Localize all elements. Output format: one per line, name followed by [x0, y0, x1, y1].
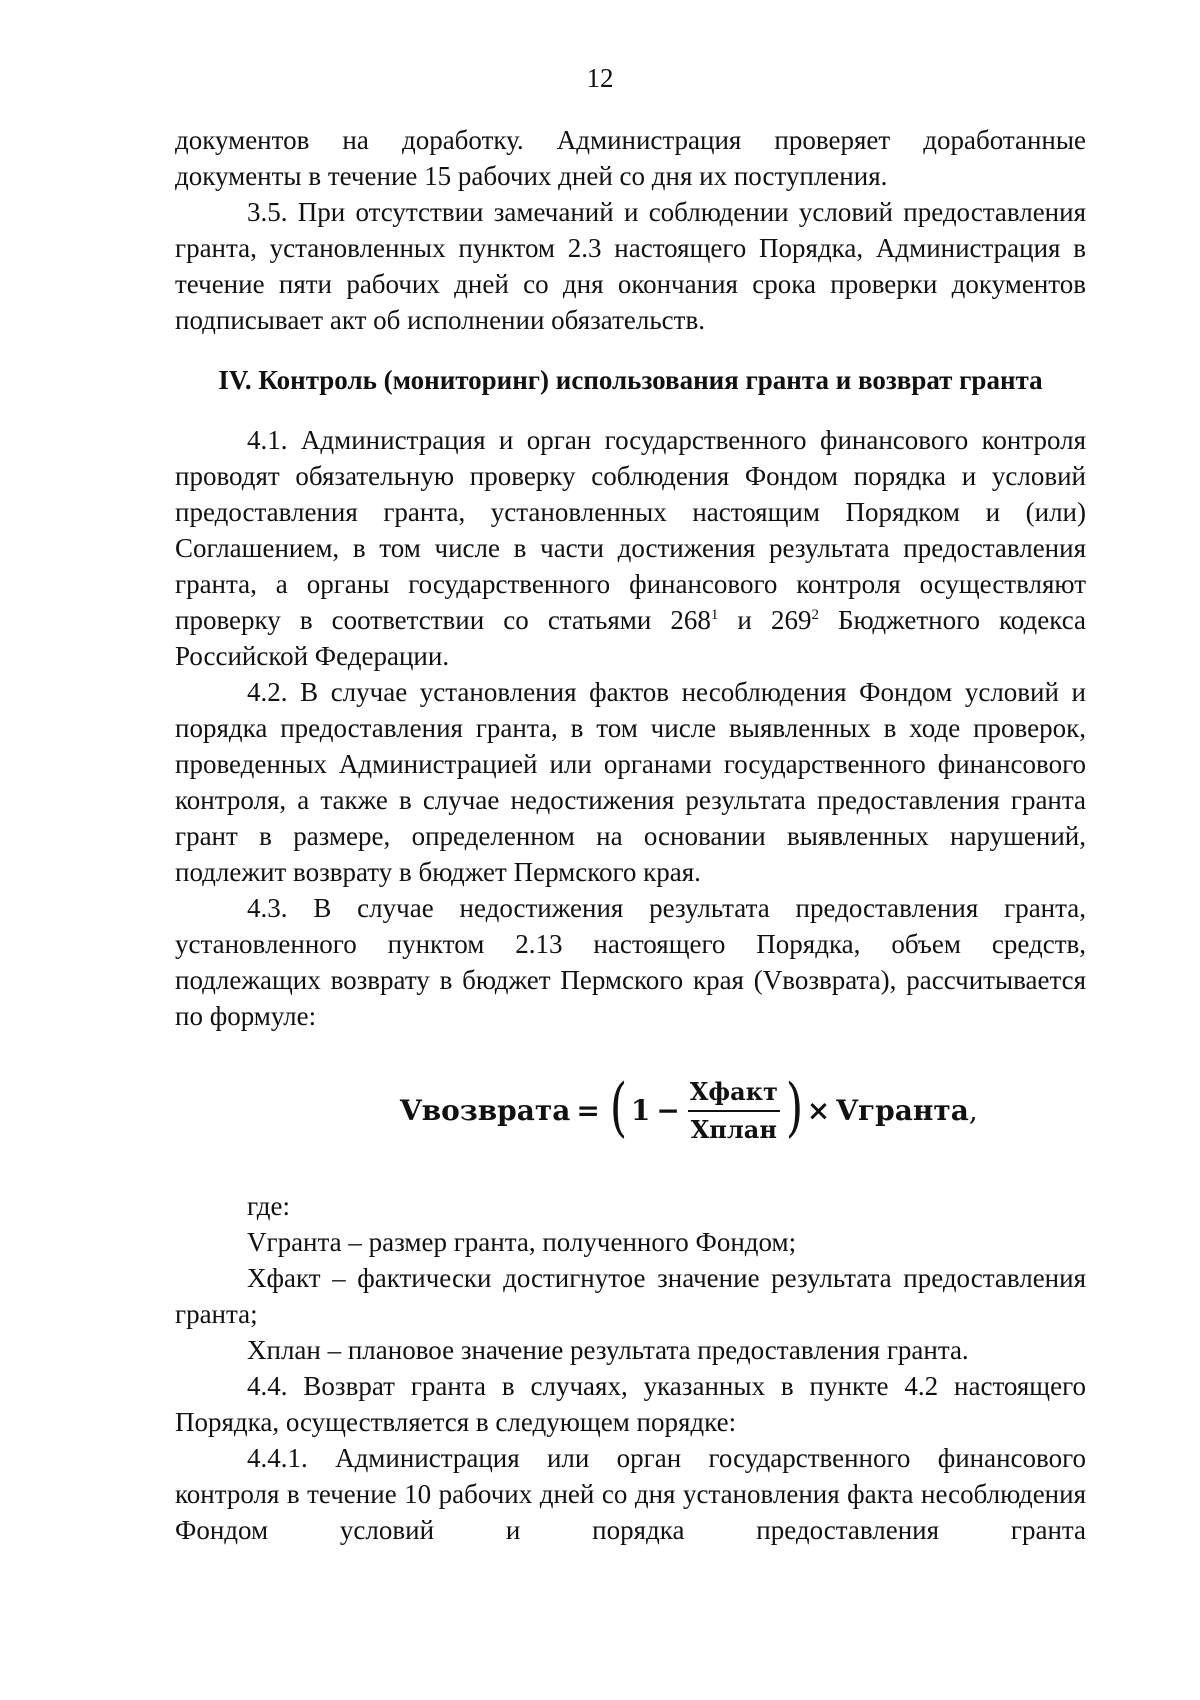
section-heading-iv: IV. Контроль (мониторинг) использования гранта и возврат гранта: [218, 365, 1043, 395]
formula-denominator: Хплан: [690, 1115, 777, 1144]
formula-one: 1: [630, 1094, 651, 1127]
document-body: [175, 122, 1086, 1548]
formula-fraction: [688, 1077, 780, 1145]
paragraph-3-5: 3.5. При отсутствии замечаний и соблюдении условий предоставления гранта, установленных пунктом 2.3 настоящего Порядка, Администрация в течение пяти рабочих дней со дня окончания срока проверки документов подписывает акт об исполнении обязательств.: [175, 197, 1086, 335]
definition-xplan: Хплан – плановое значение результата предоставления гранта.: [247, 1335, 969, 1365]
paragraph-4-3: 4.3. В случае недостижения результата предоставления гранта, установленного пунктом 2.13 настоящего Порядка, объем средств, подлежащих возврату в бюджет Пермского края (Vвозврата), рассчитывается по формуле:: [175, 893, 1086, 1031]
formula-lhs: Vвозврата: [400, 1094, 571, 1127]
definition-vgranta: Vгранта – размер гранта, полученного Фондом;: [247, 1227, 797, 1257]
superscript-2: 2: [811, 607, 819, 623]
fraction-bar: [688, 1110, 780, 1112]
formula-rhs: Vгранта: [836, 1094, 969, 1127]
formula-equals: =: [576, 1094, 600, 1127]
paragraph-4-4: 4.4. Возврат гранта в случаях, указанных в пункте 4.2 настоящего Порядка, осуществляется в следующем порядке:: [175, 1371, 1086, 1437]
paragraph-4-1-text-c: Бюджетного кодекса Российской Федерации.: [175, 605, 1086, 671]
definitions-intro: где:: [247, 1191, 290, 1221]
formula-trailing-comma: ,: [968, 1094, 978, 1127]
formula-expression: [400, 1062, 978, 1160]
formula-numerator: Хфакт: [689, 1077, 778, 1106]
paragraph-4-1-text-a: 4.1. Администрация и орган государственного финансового контроля проводят обязательную проверку соблюдения Фондом порядка и условий предоставления гранта, установленных настоящим Порядком и (или) Соглашением, в том числе в части достижения результата предоставления гранта, а органы государственного финансового контроля осуществляют проверку в соответствии со статьями 268: [175, 425, 1086, 635]
superscript-1: 1: [710, 607, 719, 623]
formula-open-paren: (: [609, 1071, 628, 1145]
paragraph-4-1-text-b: и 269: [718, 605, 812, 635]
paragraph-4-1: [175, 422, 1086, 674]
paragraph-continuation: документов на доработку. Администрация проверяет доработанные документы в течение 15 рабочих дней со дня их поступления.: [175, 125, 1086, 191]
paragraph-4-4-1: 4.4.1. Администрация или орган государственного финансового контроля в течение 10 рабочих дней со дня установления факта несоблюдения Фондом условий и порядка предоставления гранта: [175, 1443, 1086, 1545]
formula-definitions: [175, 1188, 1086, 1368]
formula-close-paren: ): [785, 1071, 804, 1145]
refund-formula: [175, 1062, 1086, 1160]
page-number: 12: [586, 63, 614, 93]
formula-minus: −: [656, 1094, 680, 1127]
paragraph-4-2: 4.2. В случае установления фактов несоблюдения Фондом условий и порядка предоставления гранта, в том числе выявленных в ходе проверок, проведенных Администрацией или органами государственного финансового контроля, а также в случае недостижения результата предоставления гранта грант в размере, определенном на основании выявленных нарушений, подлежит возврату в бюджет Пермского края.: [175, 677, 1086, 887]
formula-times: ×: [806, 1094, 831, 1127]
definition-xfakt: Хфакт – фактически достигнутое значение результата предоставления гранта;: [175, 1263, 1086, 1329]
